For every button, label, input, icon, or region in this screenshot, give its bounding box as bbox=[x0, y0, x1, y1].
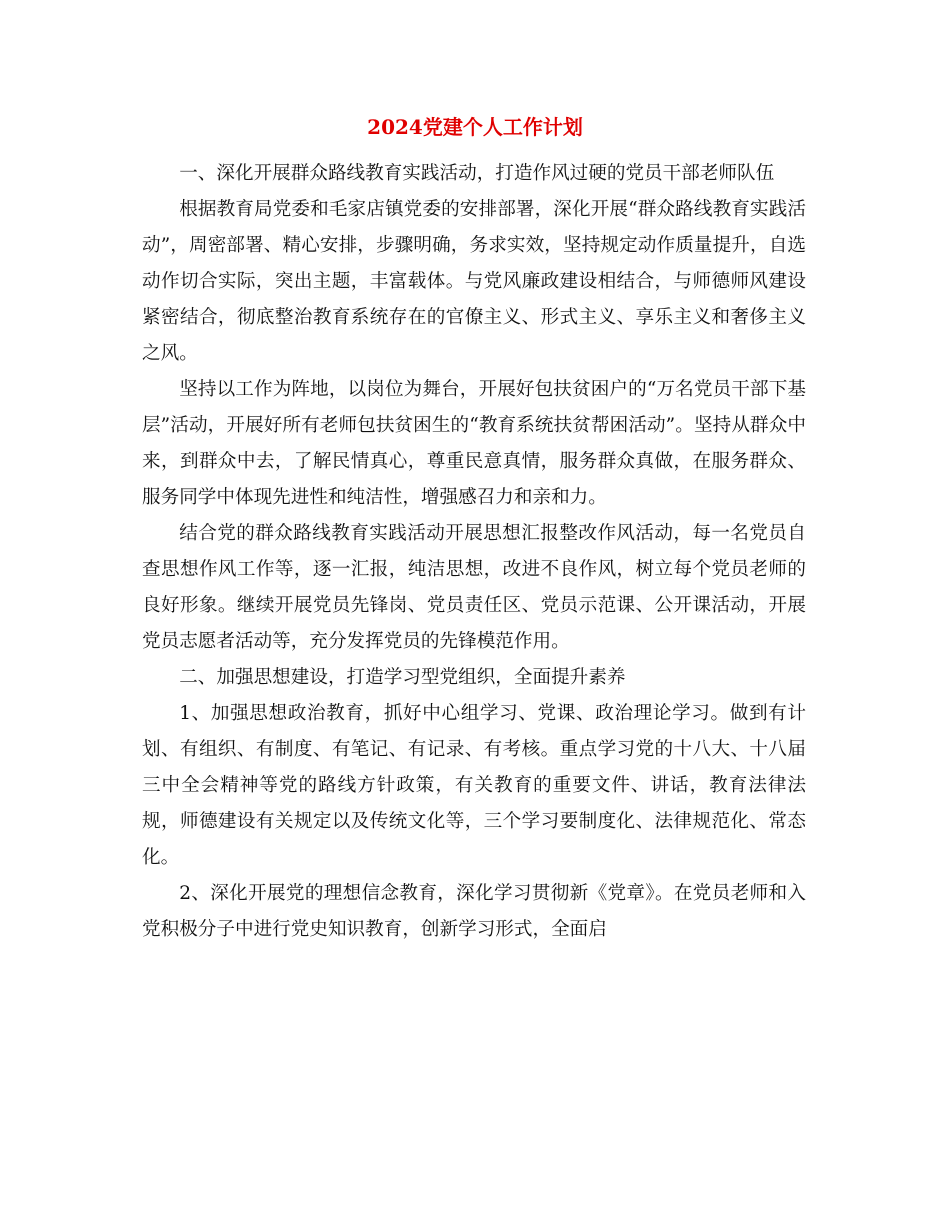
paragraph: 1、加强思想政治教育，抓好中心组学习、党课、政治理论学习。做到有计划、有组织、有制度、有笔记、有记录、有考核。重点学习党的十八大、十八届三中全会精神等党的路线方针政策，有关教育的重要文件、讲话，教育法律法规，师德建设有关规定以及传统文化等，三个学习要制度化、法律规范化、常态化。 bbox=[142, 703, 806, 868]
paragraph-section-1-heading: 一、深化开展群众路线教育实践活动，打造作风过硬的党员干部老师队伍 bbox=[179, 163, 775, 184]
paragraph-section-2-heading: 二、加强思想建设，打造学习型党组织，全面提升素养 bbox=[179, 667, 626, 688]
paragraph: 根据教育局党委和毛家店镇党委的安排部署，深化开展“群众路线教育实践活动”，周密部署、精心安排，步骤明确，务求实效，坚持规定动作质量提升，自选动作切合实际，突出主题，丰富载体。与党风廉政建设相结合，与师德师风建设紧密结合，彻底整治教育系统存在的官僚主义、形式主义、享乐主义和奢侈主义之风。 bbox=[142, 199, 806, 364]
document-body bbox=[142, 156, 806, 948]
paragraph: 2、深化开展党的理想信念教育，深化学习贯彻新《党章》。在党员老师和入党积极分子中进行党史知识教育，创新学习形式，全面启 bbox=[142, 883, 806, 940]
paragraph: 结合党的群众路线教育实践活动开展思想汇报整改作风活动，每一名党员自查思想作风工作等，逐一汇报，纯洁思想，改进不良作风，树立每个党员老师的良好形象。继续开展党员先锋岗、党员责任区、党员示范课、公开课活动，开展党员志愿者活动等，充分发挥党员的先锋模范作用。 bbox=[142, 523, 806, 652]
document-title: 2024党建个人工作计划 bbox=[367, 115, 583, 139]
paragraph: 坚持以工作为阵地，以岗位为舞台，开展好包扶贫困户的“万名党员干部下基层”活动，开展好所有老师包扶贫困生的“教育系统扶贫帮困活动”。坚持从群众中来，到群众中去，了解民情真心，尊重民意真情，服务群众真做，在服务群众、服务同学中体现先进性和纯洁性，增强感召力和亲和力。 bbox=[142, 379, 806, 508]
